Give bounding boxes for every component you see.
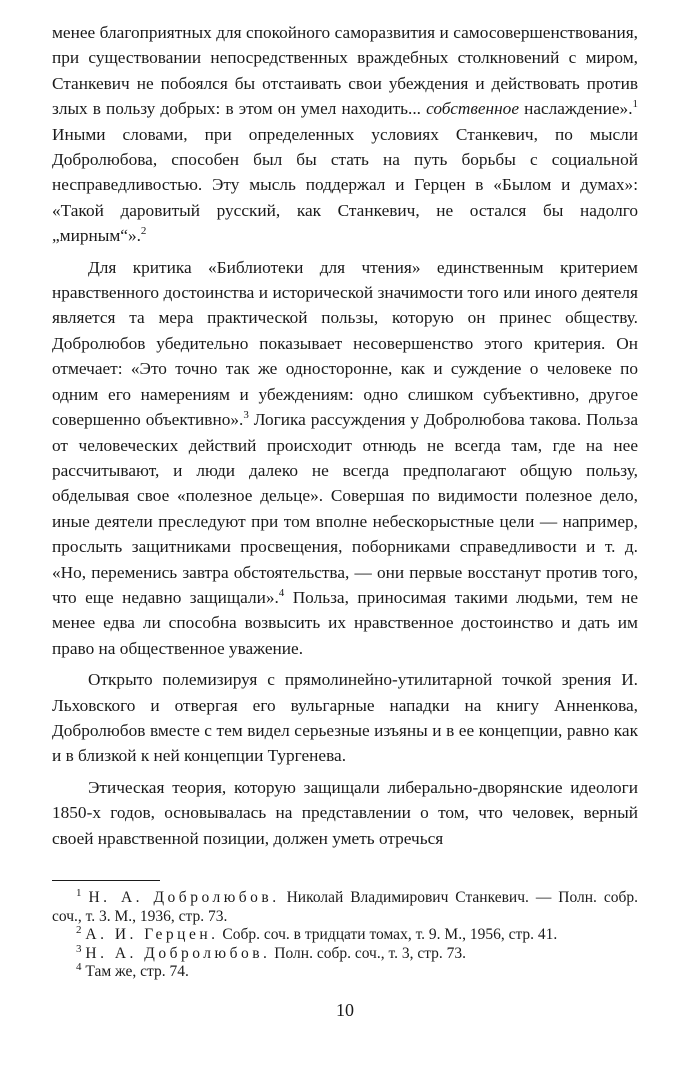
- footnote-divider: [52, 880, 160, 881]
- page-body: [52, 20, 638, 982]
- footnote-ref[interactable]: 1: [632, 98, 639, 111]
- paragraph-4: Этическая теория, которую защищали либерально-дворянские идеологи 1850-х годов, основывалась на представлении о том, что человек, верный своей нравственной позиции, должен уметь отречься: [52, 777, 638, 848]
- footnote-1: [52, 886, 639, 926]
- footnote-ref[interactable]: 4: [278, 587, 285, 600]
- paragraph-3: Открыто полемизируя с прямолинейно-утилитарной точкой зрения И. Льховского и отвергая его вульгарные нападки на книгу Анненкова, Добролюбов вместе с тем видел серьезные изъяны и в ее концепции, равно как и в близкой к ней концепции Тургенева.: [52, 670, 638, 766]
- footnote-number: 3: [76, 942, 82, 955]
- footnote-number: 1: [76, 886, 82, 899]
- paragraph-text: Иными словами, при определенных условиях Станкевич, по мысли Добролюбова, способен был бы стать на путь борьбы с социальной несправедливостью. Эту мысль поддержал и Герцен в «Былом и думах»: «Такой даровитый русский, как Станкевич, не остался бы надолго „мирным“».: [52, 124, 638, 246]
- footnote-author: Н. А. Добролюбов.: [88, 889, 280, 906]
- footnote-4: [52, 963, 638, 982]
- footnote-2: [52, 926, 638, 945]
- footnote-number: 2: [76, 924, 82, 937]
- footnote-text: Там же, стр. 74.: [85, 963, 189, 981]
- footnote-author: А. И. Герцен.: [85, 926, 219, 944]
- footnote-text: Собр. соч. в тридцати томах, т. 9. М., 1956, стр. 41.: [218, 926, 558, 944]
- paragraph-1: [52, 20, 638, 249]
- footnote-text: Николай Владимирович Станкевич. — Полн. собр. соч., т. 3. М., 1936, стр. 73.: [52, 889, 639, 925]
- paragraph-text: менее благоприятных для спокойного саморазвития и самосовершенствования, при существовании непосредственных враждебных столкновений с миром, Станкевич не побоялся бы отстаивать свои убеждения и действовать против злых в пользу добрых: в этом он умел находить...: [52, 23, 638, 119]
- paragraph-text: Польза, приносимая такими людьми, тем не менее едва ли способна возвысить их нравственное достоинство и дать им право на общественное уважение.: [52, 587, 638, 658]
- footnote-text: Полн. собр. соч., т. 3, стр. 73.: [270, 944, 467, 962]
- paragraph-2: [52, 255, 638, 662]
- footnote-ref[interactable]: 3: [243, 409, 249, 422]
- emphasis-text: собственное: [426, 99, 519, 119]
- paragraph-text: Для критика «Библиотеки для чтения» единственным критерием нравственного достоинства и исторической значимости того или иного деятеля является та мера практической пользы, которую он принес обществу. Добролюбов убедительно показывает несовершенство этого критерия. Он отмечает: «Это точно так же односторонне, как и суждение о человеке по одним его намерениям и убеждениям: одно слишком субъективно, другое совершенно объективно».: [52, 257, 638, 430]
- page-number: 10: [336, 1000, 354, 1020]
- footnote-author: Н. А. Добролюбов.: [85, 944, 271, 962]
- footnote-3: [52, 942, 638, 964]
- paragraph-text: наслаждение».: [519, 99, 633, 119]
- paragraph-text: Логика рассуждения у Добролюбова такова. Польза от человеческих действий происходит отнюдь не всегда там, где на нее рассчитывают, и люди далеко не всегда предполагают общую пользу, обделывая свое «полезное дельце». Совершая по видимости полезное дело, иные деятели преследуют при том вполне небескорыстные цели — например, прослыть защитниками просвещения, поборниками справедливости и т. д. «Но, переменись завтра обстоятельства, — они первые восстанут против того, что еще недавно защищали».: [52, 410, 638, 607]
- footnote-ref[interactable]: 2: [140, 225, 147, 238]
- footnote-number: 4: [76, 961, 82, 974]
